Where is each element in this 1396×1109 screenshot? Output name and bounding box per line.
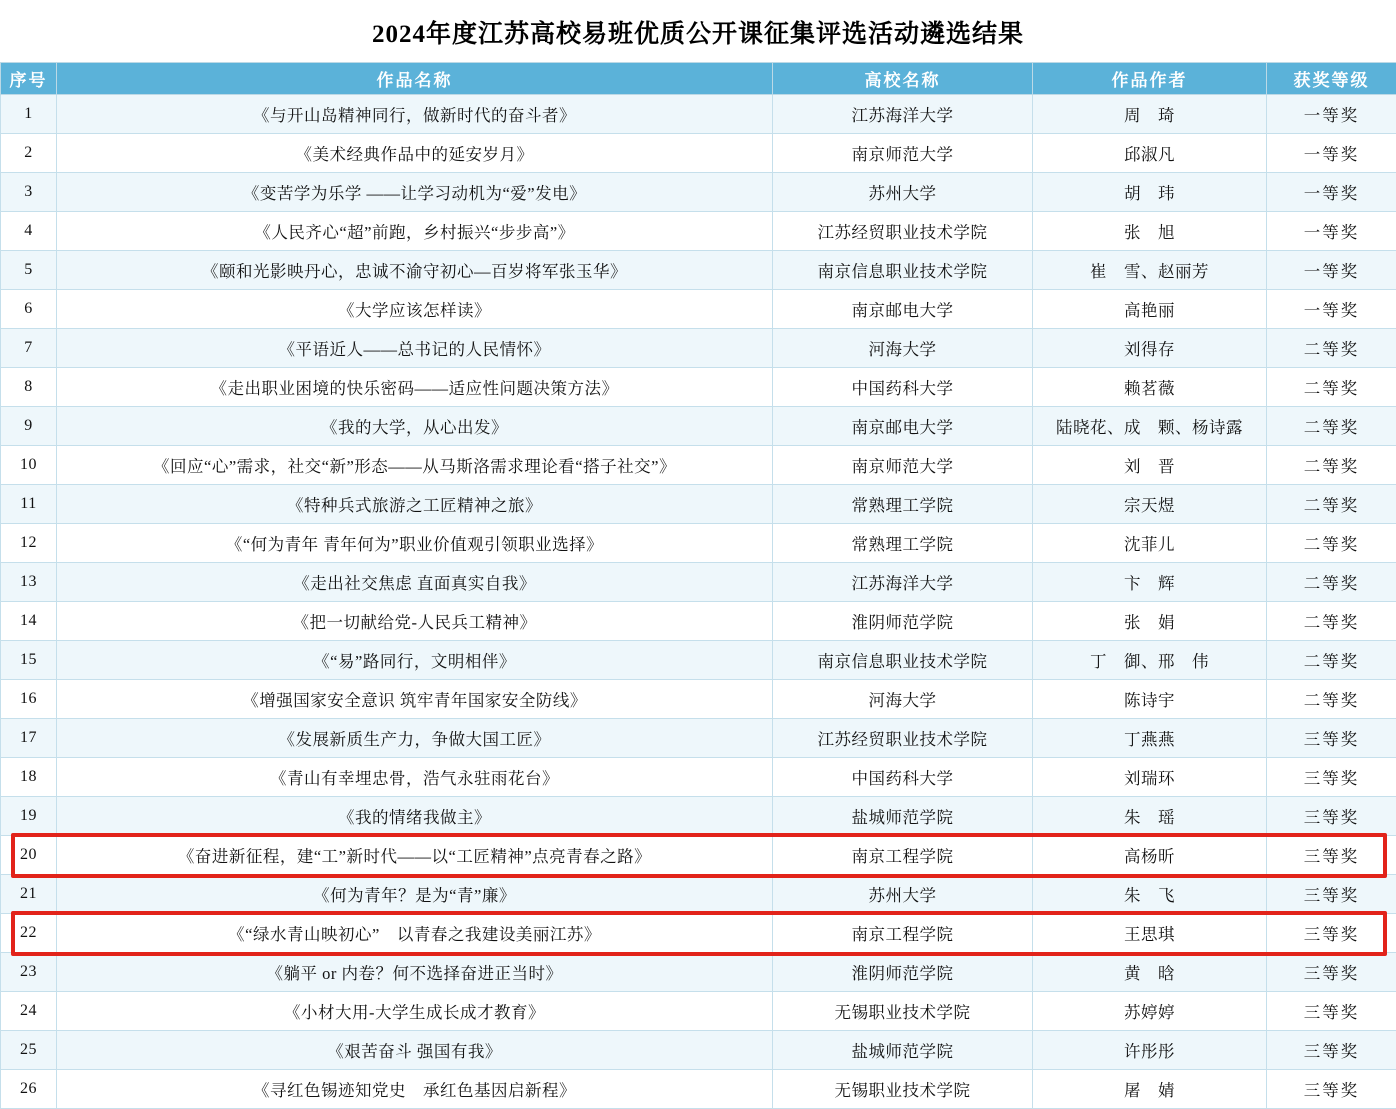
cell-index: 20 (1, 836, 57, 875)
cell-work: 《我的大学，从心出发》 (57, 407, 773, 446)
cell-author: 胡 玮 (1033, 173, 1267, 212)
cell-author: 苏婷婷 (1033, 992, 1267, 1031)
table-row (1, 836, 1396, 875)
cell-author: 刘 晋 (1033, 446, 1267, 485)
cell-index: 12 (1, 524, 57, 563)
cell-author: 卞 辉 (1033, 563, 1267, 602)
table-header-row (1, 63, 1396, 95)
cell-author: 朱 瑶 (1033, 797, 1267, 836)
cell-school: 淮阴师范学院 (773, 953, 1033, 992)
cell-work: 《我的情绪我做主》 (57, 797, 773, 836)
cell-award: 三等奖 (1267, 797, 1396, 836)
cell-work: 《躺平 or 内卷？何不选择奋进正当时》 (57, 953, 773, 992)
cell-work: 《美术经典作品中的延安岁月》 (57, 134, 773, 173)
table-row (1, 212, 1396, 251)
table-row (1, 407, 1396, 446)
cell-index: 9 (1, 407, 57, 446)
cell-award: 二等奖 (1267, 524, 1396, 563)
table-row (1, 329, 1396, 368)
cell-award: 一等奖 (1267, 95, 1396, 134)
cell-author: 黄 晗 (1033, 953, 1267, 992)
cell-author: 屠 婧 (1033, 1070, 1267, 1109)
cell-work: 《增强国家安全意识 筑牢青年国家安全防线》 (57, 680, 773, 719)
cell-award: 三等奖 (1267, 875, 1396, 914)
cell-index: 17 (1, 719, 57, 758)
table-body (1, 95, 1396, 1109)
cell-work: 《何为青年？是为“青”廉》 (57, 875, 773, 914)
cell-author: 高艳丽 (1033, 290, 1267, 329)
cell-index: 19 (1, 797, 57, 836)
cell-work: 《青山有幸埋忠骨，浩气永驻雨花台》 (57, 758, 773, 797)
cell-school: 苏州大学 (773, 173, 1033, 212)
table-row (1, 1070, 1396, 1109)
cell-school: 南京邮电大学 (773, 290, 1033, 329)
cell-index: 13 (1, 563, 57, 602)
cell-award: 三等奖 (1267, 836, 1396, 875)
cell-school: 南京师范大学 (773, 134, 1033, 173)
cell-index: 10 (1, 446, 57, 485)
cell-index: 11 (1, 485, 57, 524)
cell-school: 盐城师范学院 (773, 797, 1033, 836)
cell-index: 15 (1, 641, 57, 680)
table-row (1, 680, 1396, 719)
cell-school: 南京信息职业技术学院 (773, 251, 1033, 290)
cell-work: 《艰苦奋斗 强国有我》 (57, 1031, 773, 1070)
cell-author: 朱 飞 (1033, 875, 1267, 914)
cell-award: 一等奖 (1267, 251, 1396, 290)
cell-award: 二等奖 (1267, 446, 1396, 485)
table-row (1, 563, 1396, 602)
cell-award: 二等奖 (1267, 407, 1396, 446)
cell-award: 一等奖 (1267, 290, 1396, 329)
cell-school: 淮阴师范学院 (773, 602, 1033, 641)
results-table (0, 62, 1396, 1109)
cell-author: 王思琪 (1033, 914, 1267, 953)
table-row (1, 368, 1396, 407)
cell-index: 3 (1, 173, 57, 212)
cell-award: 一等奖 (1267, 173, 1396, 212)
cell-award: 三等奖 (1267, 719, 1396, 758)
table-row (1, 134, 1396, 173)
cell-author: 丁 御、邢 伟 (1033, 641, 1267, 680)
cell-work: 《大学应该怎样读》 (57, 290, 773, 329)
table-row (1, 914, 1396, 953)
table-row (1, 524, 1396, 563)
cell-award: 二等奖 (1267, 641, 1396, 680)
cell-index: 25 (1, 1031, 57, 1070)
cell-school: 无锡职业技术学院 (773, 992, 1033, 1031)
column-header-author: 作品作者 (1033, 63, 1267, 95)
column-header-index: 序号 (1, 63, 57, 95)
cell-index: 23 (1, 953, 57, 992)
cell-author: 许彤彤 (1033, 1031, 1267, 1070)
cell-work: 《颐和光影映丹心，忠诚不渝守初心—百岁将军张玉华》 (57, 251, 773, 290)
column-header-award: 获奖等级 (1267, 63, 1396, 95)
cell-award: 二等奖 (1267, 329, 1396, 368)
table-row (1, 1031, 1396, 1070)
cell-work: 《把一切献给党-人民兵工精神》 (57, 602, 773, 641)
cell-author: 陈诗宇 (1033, 680, 1267, 719)
cell-author: 刘瑞环 (1033, 758, 1267, 797)
cell-school: 中国药科大学 (773, 368, 1033, 407)
cell-school: 无锡职业技术学院 (773, 1070, 1033, 1109)
cell-index: 14 (1, 602, 57, 641)
cell-school: 南京信息职业技术学院 (773, 641, 1033, 680)
table-row (1, 992, 1396, 1031)
table-row (1, 602, 1396, 641)
table-row (1, 953, 1396, 992)
cell-school: 常熟理工学院 (773, 524, 1033, 563)
cell-index: 7 (1, 329, 57, 368)
cell-school: 苏州大学 (773, 875, 1033, 914)
cell-work: 《走出社交焦虑 直面真实自我》 (57, 563, 773, 602)
cell-author: 张 旭 (1033, 212, 1267, 251)
cell-index: 21 (1, 875, 57, 914)
cell-work: 《“何为青年 青年何为”职业价值观引领职业选择》 (57, 524, 773, 563)
cell-award: 三等奖 (1267, 1031, 1396, 1070)
cell-award: 三等奖 (1267, 992, 1396, 1031)
cell-school: 常熟理工学院 (773, 485, 1033, 524)
cell-work: 《发展新质生产力，争做大国工匠》 (57, 719, 773, 758)
table-row (1, 173, 1396, 212)
cell-index: 4 (1, 212, 57, 251)
cell-index: 5 (1, 251, 57, 290)
cell-award: 三等奖 (1267, 914, 1396, 953)
cell-school: 盐城师范学院 (773, 1031, 1033, 1070)
cell-author: 宗天煜 (1033, 485, 1267, 524)
cell-award: 一等奖 (1267, 134, 1396, 173)
cell-award: 二等奖 (1267, 485, 1396, 524)
table-row (1, 485, 1396, 524)
cell-index: 6 (1, 290, 57, 329)
table-row (1, 95, 1396, 134)
cell-school: 中国药科大学 (773, 758, 1033, 797)
cell-author: 周 琦 (1033, 95, 1267, 134)
page-title: 2024年度江苏高校易班优质公开课征集评选活动遴选结果 (0, 0, 1396, 62)
table-row (1, 719, 1396, 758)
cell-author: 赖茗薇 (1033, 368, 1267, 407)
cell-work: 《回应“心”需求，社交“新”形态——从马斯洛需求理论看“搭子社交”》 (57, 446, 773, 485)
cell-award: 三等奖 (1267, 953, 1396, 992)
table-row (1, 251, 1396, 290)
cell-award: 二等奖 (1267, 368, 1396, 407)
cell-school: 河海大学 (773, 680, 1033, 719)
column-header-school: 高校名称 (773, 63, 1033, 95)
cell-work: 《“易”路同行，文明相伴》 (57, 641, 773, 680)
table-row (1, 641, 1396, 680)
cell-index: 18 (1, 758, 57, 797)
cell-index: 26 (1, 1070, 57, 1109)
cell-work: 《与开山岛精神同行，做新时代的奋斗者》 (57, 95, 773, 134)
cell-award: 三等奖 (1267, 1070, 1396, 1109)
cell-index: 16 (1, 680, 57, 719)
cell-work: 《小材大用-大学生成长成才教育》 (57, 992, 773, 1031)
cell-school: 江苏海洋大学 (773, 95, 1033, 134)
cell-school: 江苏经贸职业技术学院 (773, 212, 1033, 251)
table-row (1, 446, 1396, 485)
column-header-work: 作品名称 (57, 63, 773, 95)
table-row (1, 875, 1396, 914)
cell-index: 1 (1, 95, 57, 134)
cell-school: 南京工程学院 (773, 914, 1033, 953)
cell-award: 三等奖 (1267, 758, 1396, 797)
cell-work: 《人民齐心“超”前跑，乡村振兴“步步高”》 (57, 212, 773, 251)
cell-work: 《奋进新征程，建“工”新时代——以“工匠精神”点亮青春之路》 (57, 836, 773, 875)
table-header (1, 63, 1396, 95)
cell-school: 南京邮电大学 (773, 407, 1033, 446)
cell-school: 江苏海洋大学 (773, 563, 1033, 602)
cell-school: 江苏经贸职业技术学院 (773, 719, 1033, 758)
table-row (1, 797, 1396, 836)
cell-work: 《平语近人——总书记的人民情怀》 (57, 329, 773, 368)
cell-work: 《特种兵式旅游之工匠精神之旅》 (57, 485, 773, 524)
cell-author: 丁燕燕 (1033, 719, 1267, 758)
cell-award: 二等奖 (1267, 602, 1396, 641)
table-row (1, 758, 1396, 797)
cell-work: 《寻红色锡迹知党史 承红色基因启新程》 (57, 1070, 773, 1109)
cell-work: 《变苦学为乐学 ——让学习动机为“爱”发电》 (57, 173, 773, 212)
table-row (1, 290, 1396, 329)
cell-award: 一等奖 (1267, 212, 1396, 251)
cell-award: 二等奖 (1267, 680, 1396, 719)
cell-index: 2 (1, 134, 57, 173)
cell-index: 22 (1, 914, 57, 953)
cell-work: 《“绿水青山映初心” 以青春之我建设美丽江苏》 (57, 914, 773, 953)
cell-author: 邱淑凡 (1033, 134, 1267, 173)
cell-index: 8 (1, 368, 57, 407)
cell-author: 刘得存 (1033, 329, 1267, 368)
cell-index: 24 (1, 992, 57, 1031)
cell-school: 南京工程学院 (773, 836, 1033, 875)
cell-school: 河海大学 (773, 329, 1033, 368)
cell-author: 张 娟 (1033, 602, 1267, 641)
cell-work: 《走出职业困境的快乐密码——适应性问题决策方法》 (57, 368, 773, 407)
cell-author: 高杨昕 (1033, 836, 1267, 875)
cell-author: 崔 雪、赵丽芳 (1033, 251, 1267, 290)
cell-author: 陆晓花、成 颗、杨诗露 (1033, 407, 1267, 446)
cell-award: 二等奖 (1267, 563, 1396, 602)
cell-school: 南京师范大学 (773, 446, 1033, 485)
cell-author: 沈菲儿 (1033, 524, 1267, 563)
